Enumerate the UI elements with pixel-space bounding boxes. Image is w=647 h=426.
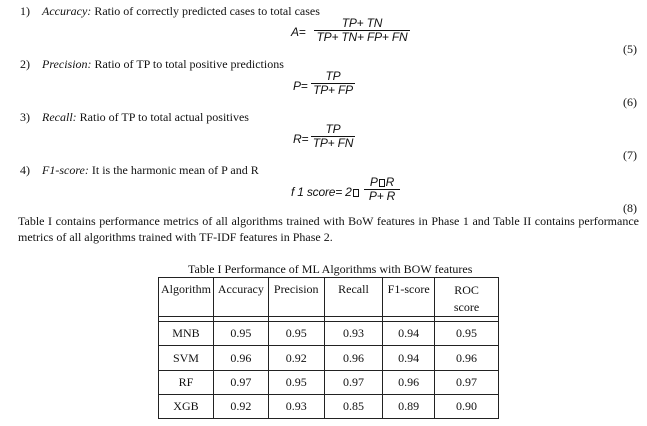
table-cell: MNB (159, 322, 214, 346)
fraction-numerator: TP (325, 122, 341, 136)
table-row (159, 322, 499, 346)
column-header: Precision (268, 278, 324, 317)
table-cell: 0.95 (213, 322, 268, 346)
column-header: Algorithm (159, 278, 214, 317)
missing-glyph-box (353, 189, 359, 197)
equation-lhs: A= (291, 25, 306, 39)
table-cell: 0.97 (435, 371, 499, 395)
column-header: Recall (324, 278, 383, 317)
table-cell: 0.96 (213, 346, 268, 371)
equation-f1-fraction (364, 176, 400, 203)
table-cell: 0.90 (435, 395, 499, 419)
column-header: ROC score (435, 278, 499, 317)
metric-accuracy-line (20, 4, 320, 18)
table-cell: 0.97 (213, 371, 268, 395)
column-header: Accuracy (213, 278, 268, 317)
list-number: 3) (20, 110, 30, 124)
equation-number: (8) (623, 201, 637, 215)
metric-description: Ratio of TP to total actual positives (76, 110, 249, 124)
fraction-numerator: P R (369, 175, 395, 189)
list-number: 1) (20, 4, 30, 18)
table-cell: 0.96 (383, 371, 435, 395)
metric-description: Ratio of correctly predicted cases to total cases (91, 4, 320, 18)
equation-accuracy-fraction (314, 17, 410, 44)
equation-lhs: R= (293, 132, 309, 146)
table-header-row (159, 278, 499, 317)
table-row (159, 371, 499, 395)
body-paragraph: Table I contains performance metrics of all algorithms trained with BoW features in Phase 1 and Table II contains performance metrics of all algorithms trained with TF-IDF features in Phase 2. (18, 214, 639, 244)
table-cell: 0.95 (435, 322, 499, 346)
metric-term: F1-score: (42, 163, 89, 177)
metric-description: It is the harmonic mean of P and R (88, 163, 259, 177)
column-header: F1-score (383, 278, 435, 317)
table-cell: 0.95 (268, 371, 324, 395)
fraction-numerator: TP (325, 69, 341, 83)
table-caption: Table I Performance of ML Algorithms with BOW features (188, 262, 473, 276)
table-cell: 0.92 (213, 395, 268, 419)
table-cell: 0.93 (268, 395, 324, 419)
metric-description: Ratio of TP to total positive predictions (91, 57, 284, 71)
fraction-denominator: P+ R (368, 189, 396, 203)
table-row (159, 346, 499, 371)
metric-recall-line (20, 110, 249, 124)
table-cell: 0.97 (324, 371, 383, 395)
table-cell: 0.94 (383, 322, 435, 346)
table-cell: 0.92 (268, 346, 324, 371)
missing-glyph-box (379, 179, 385, 187)
table-cell: 0.94 (383, 346, 435, 371)
fraction-denominator: TP+ FN (312, 136, 354, 150)
table-cell: RF (159, 371, 214, 395)
equation-number: (7) (623, 148, 637, 162)
equation-number: (6) (623, 95, 637, 109)
results-table (158, 277, 499, 419)
equation-precision-fraction (311, 70, 355, 97)
metric-term: Accuracy: (42, 4, 92, 18)
list-number: 4) (20, 163, 30, 177)
metric-precision-line (20, 57, 284, 71)
equation-lhs: f 1 score= 2 (291, 185, 360, 199)
metric-term: Precision: (42, 57, 92, 71)
equation-lhs: P= (293, 79, 308, 93)
table-cell: 0.96 (435, 346, 499, 371)
table-cell: XGB (159, 395, 214, 419)
table-cell: 0.93 (324, 322, 383, 346)
fraction-denominator: TP+ TN+ FP+ FN (316, 30, 408, 44)
table-cell: SVM (159, 346, 214, 371)
equation-recall-fraction (311, 123, 355, 150)
metric-f1-line (20, 163, 259, 177)
fraction-numerator: TP+ TN (341, 16, 383, 30)
metric-term: Recall: (42, 110, 77, 124)
table-cell: 0.85 (324, 395, 383, 419)
equation-number: (5) (623, 42, 637, 56)
table-cell: 0.89 (383, 395, 435, 419)
table-cell: 0.95 (268, 322, 324, 346)
table-cell: 0.96 (324, 346, 383, 371)
list-number: 2) (20, 57, 30, 71)
fraction-denominator: TP+ FP (313, 83, 353, 97)
table-row (159, 395, 499, 419)
